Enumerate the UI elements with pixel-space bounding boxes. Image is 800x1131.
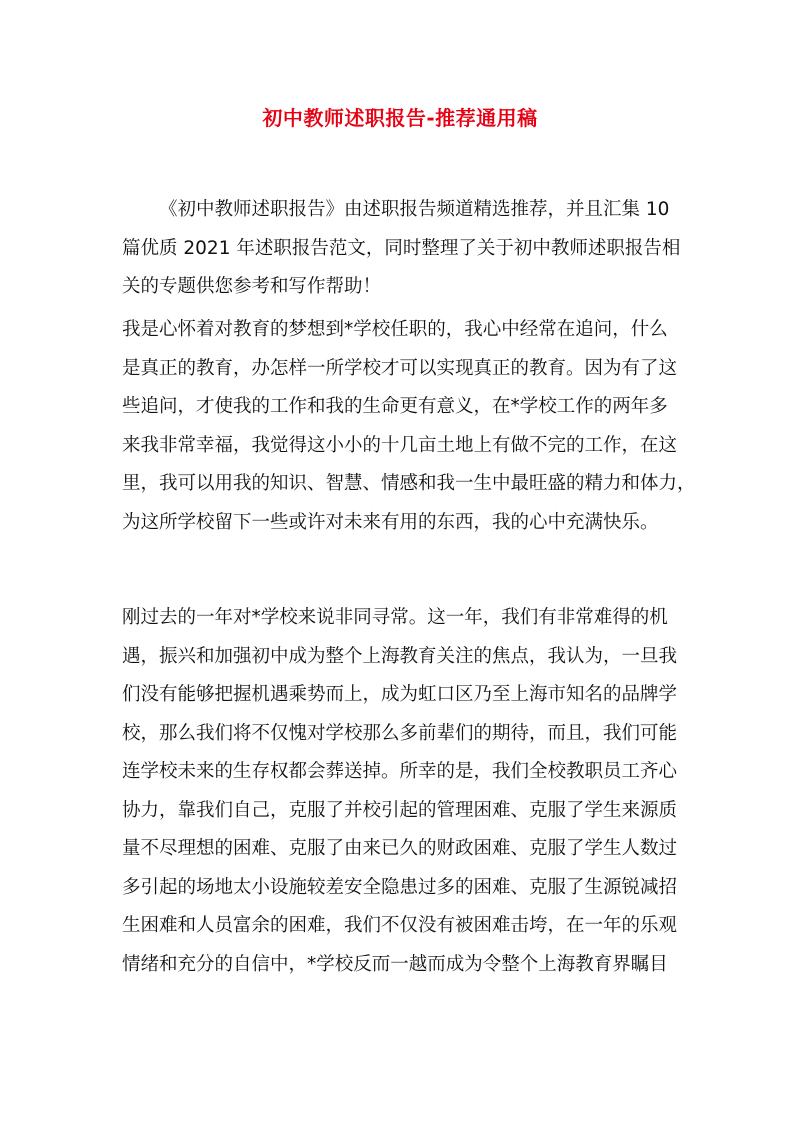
- paragraph-past-year: [122, 599, 678, 984]
- paragraph-line: 们没有能够把握机遇乘势而上，成为虹口区乃至上海市知名的品牌学: [122, 684, 678, 705]
- paragraph-line: 校，那么我们将不仅愧对学校那么多前辈们的期待，而且，我们可能: [122, 722, 678, 744]
- paragraph-intro: [122, 191, 681, 307]
- paragraph-line: 协力，靠我们自己，克服了并校引起的管理困难、克服了学生来源质: [122, 799, 678, 821]
- paragraph-line: 篇优质 2021 年述职报告范文，同时整理了关于初中教师述职报告相: [122, 237, 681, 259]
- paragraph-line: 《初中教师述职报告》由述职报告频道精选推荐，并且汇集 10: [159, 199, 670, 220]
- paragraph-line: 连学校未来的生存权都会葬送掉。所幸的是，我们全校教职员工齐心: [122, 761, 678, 782]
- document-title: 初中教师述职报告-推荐通用稿: [262, 106, 538, 130]
- paragraph-line: 情绪和充分的自信中，*学校反而一越而成为令整个上海教育界瞩目: [122, 953, 668, 975]
- paragraph-line: 些追问，才使我的工作和我的生命更有意义，在*学校工作的两年多: [122, 396, 668, 417]
- paragraph-dream: [122, 311, 696, 542]
- paragraph-line: 生困难和人员富余的困难，我们不仅没有被困难击垮，在一年的乐观: [122, 915, 678, 936]
- paragraph-line: 遇，振兴和加强初中成为整个上海教育关注的焦点，我认为，一旦我: [122, 645, 678, 667]
- paragraph-line: 量不尽理想的困难、克服了由来已久的财政困难、克服了学生人数过: [122, 838, 678, 859]
- paragraph-line: 刚过去的一年对*学校来说非同寻常。这一年，我们有非常难得的机: [122, 607, 668, 628]
- paragraph-line: 多引起的场地太小设施较差安全隐患过多的困难、克服了生源锐减招: [122, 876, 678, 898]
- paragraph-line: 关的专题供您参考和写作帮助！: [122, 276, 382, 297]
- paragraph-line: 为这所学校留下一些或许对未来有用的东西，我的心中充满快乐。: [122, 511, 659, 533]
- paragraph-line: 是真正的教育，办怎样一所学校才可以实现真正的教育。因为有了这: [122, 357, 678, 379]
- paragraph-line: 里，我可以用我的知识、智慧、情感和我一生中最旺盛的精力和体力，: [122, 473, 696, 494]
- paragraph-line: 我是心怀着对教育的梦想到*学校任职的，我心中经常在追问，什么: [122, 319, 668, 340]
- paragraph-line: 来我非常幸福，我觉得这小小的十几亩土地上有做不完的工作，在这: [122, 434, 678, 456]
